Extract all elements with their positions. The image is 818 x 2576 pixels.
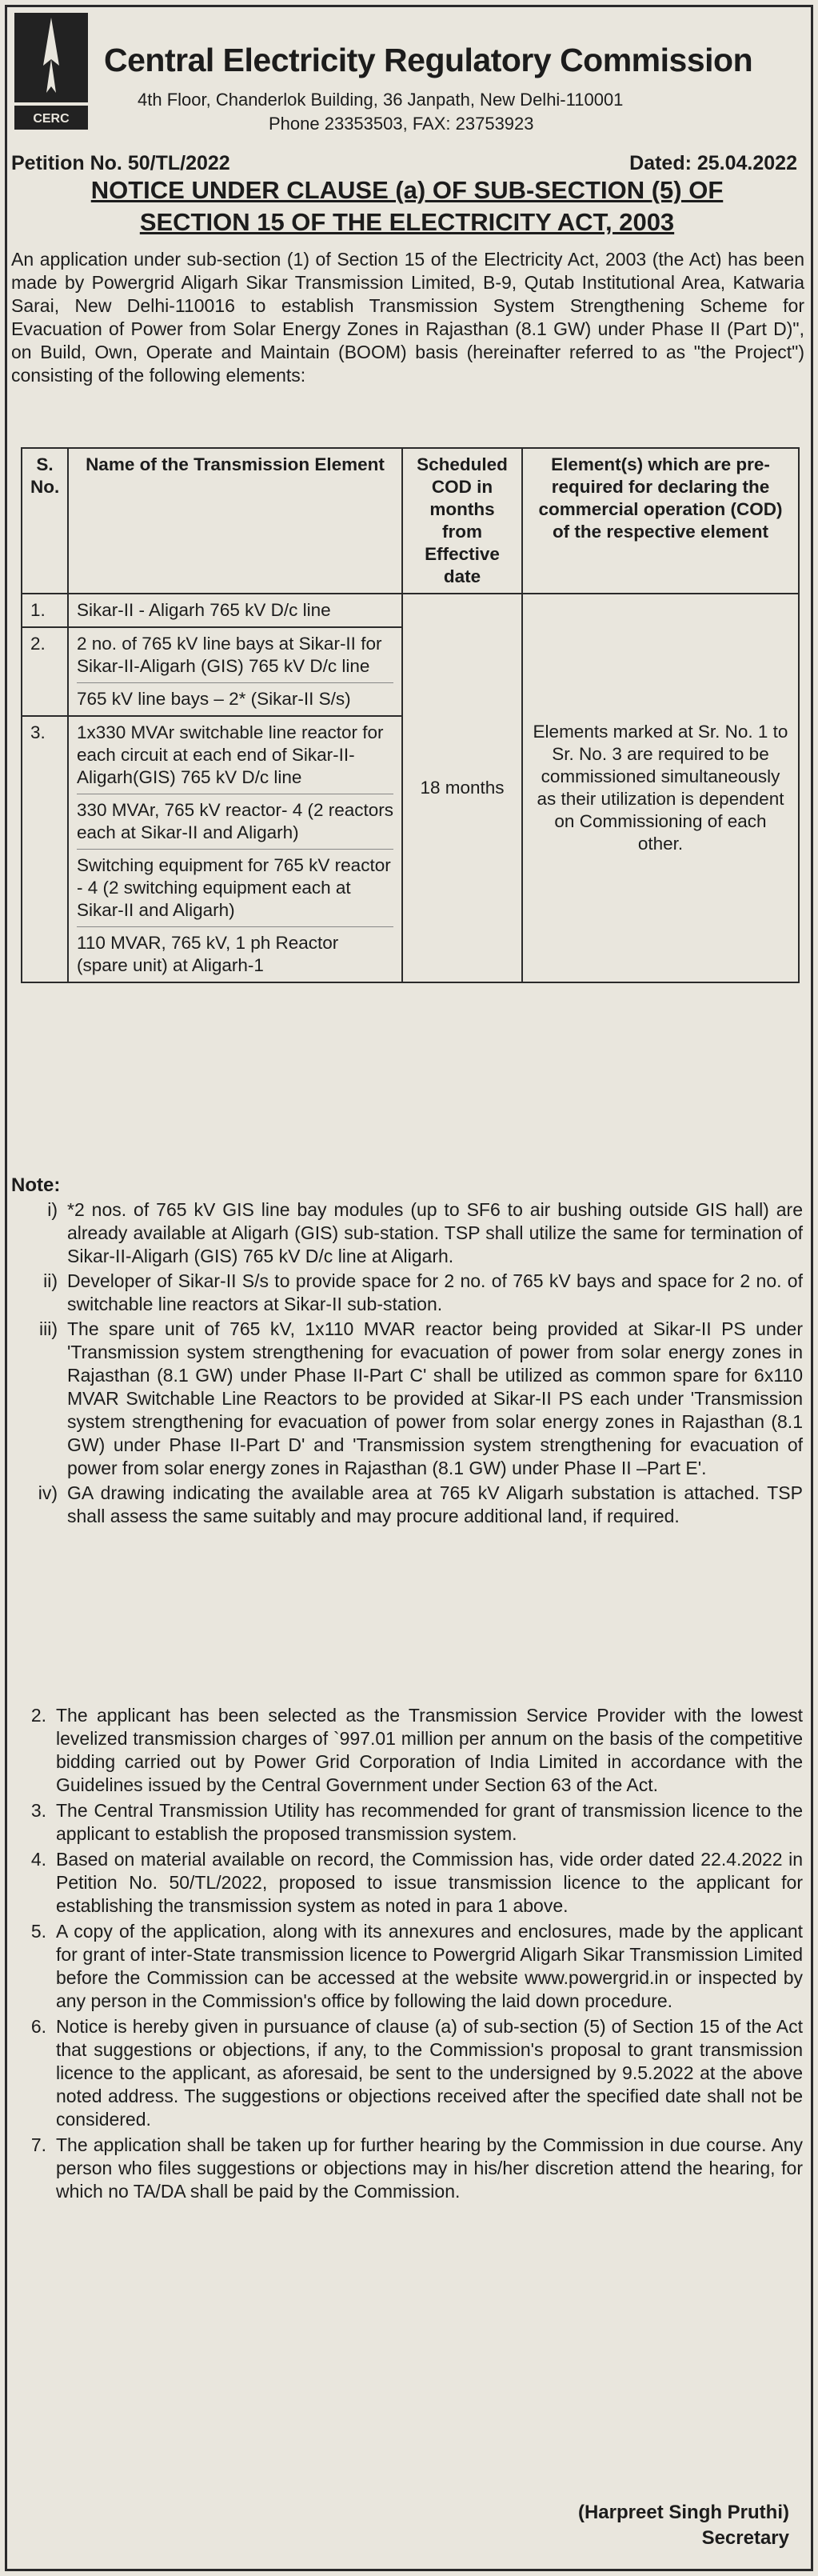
row-element [68, 627, 402, 716]
table-row [22, 594, 799, 627]
row-element [68, 716, 402, 982]
org-name: Central Electricity Regulatory Commission [104, 42, 753, 78]
paragraph-number: 4. [30, 1849, 46, 1870]
header-scheduled-cod: Scheduled COD in months from Effective date [402, 448, 522, 594]
paragraph-number: 7. [30, 2134, 46, 2155]
petition-number: Petition No. 50/TL/2022 [11, 152, 230, 174]
list-item [11, 2015, 803, 2131]
note-number: ii) [43, 1270, 58, 1291]
cerc-logo-icon [11, 10, 91, 138]
note-item [11, 1318, 803, 1480]
prerequisite-cell: Elements marked at Sr. No. 1 to Sr. No. 3 are required to be commissioned simultaneously as their utilization is dependent on Commissioning of each other. [522, 594, 799, 982]
paragraph-text: The application shall be taken up for further hearing by the Commission in due course. Any person who files suggestions or objections may in his/her discretion attend the hearing, for which no TA/DA shall be paid by the Commission. [56, 2134, 803, 2202]
header-sno: S. No. [22, 448, 68, 594]
note-list [11, 1198, 803, 1530]
note-text: The spare unit of 765 kV, 1x110 MVAR reactor being provided at Sikar-II PS under 'Transmission system strengthening for evacuation of power from solar energy zones in Rajasthan (8.1 GW) under Phase II-Part C' shall be utilized as common spare for 6x110 MVAR Switchable Line Reactors to be provided at Sikar-II PS each under 'Transmission system strengthening for evacuation of power from solar energy zones in Rajasthan (8.1 GW) under Phase II-Part D' and 'Transmission system strengthening for evacuation of power from solar energy zones in Rajasthan (8.1 GW) under Phase II –Part E'. [67, 1318, 803, 1478]
element-item: 330 MVAr, 765 kV reactor- 4 (2 reactors each at Sikar-II and Aligarh) [77, 794, 393, 844]
intro-paragraph: An application under sub-section (1) of Section 15 of the Electricity Act, 2003 (the Act) has been made by Powergrid Aligarh Sikar Transmission Limited, B-9, Qutab Institutional Area, Katwaria Sarai, New Delhi-110016 to establish Transmission System Strengthening Scheme for Evacuation of Power from Solar Energy Zones in Rajasthan (8.1 GW) under Phase II (Part D)", on Build, Own, Operate and Maintain (BOOM) basis (hereinafter referred to as "the Project") consisting of the following elements: [11, 249, 804, 386]
paragraph-text: The Central Transmission Utility has recommended for grant of transmission licence to the applicant to establish the proposed transmission system. [56, 1800, 803, 1844]
paragraph-text: Based on material available on record, the Commission has, vide order dated 22.4.2022 in Petition No. 50/TL/2022, proposed to issue transmission licence to the applicant for establishing the transmission system as noted in para 1 above. [56, 1849, 803, 1916]
note-item [11, 1482, 803, 1528]
note-text: *2 nos. of 765 kV GIS line bay modules (up to SF6 to air bushing outside GIS hall) are already available at Aligarh (GIS) sub-station. TSP shall utilize the same for termination of Sikar-II-Aligarh (GIS) 765 kV D/c line at Aligarh. [67, 1199, 803, 1266]
element-item: 110 MVAR, 765 kV, 1 ph Reactor (spare unit) at Aligarh-1 [77, 926, 393, 977]
org-phone: Phone 23353503, FAX: 23753923 [269, 114, 534, 134]
list-item [11, 1920, 803, 2013]
note-item [11, 1270, 803, 1316]
list-item [11, 1848, 803, 1918]
paragraph-number: 6. [30, 2016, 46, 2037]
org-address: 4th Floor, Chanderlok Building, 36 Janpath, New Delhi-110001 [138, 90, 624, 110]
paragraph-number: 5. [30, 1921, 46, 1942]
list-item [11, 1799, 803, 1846]
logo-text: CERC [33, 112, 70, 126]
element-item: Switching equipment for 765 kV reactor - 4 (2 switching equipment each at Sikar-II and Aligarh) [77, 849, 393, 922]
notice-date: Dated: 25.04.2022 [629, 152, 797, 174]
element-item: 765 kV line bays – 2* (Sikar-II S/s) [77, 682, 393, 710]
element-item: Sikar-II - Aligarh 765 kV D/c line [77, 600, 331, 620]
headline-line-1: NOTICE UNDER CLAUSE (a) OF SUB-SECTION (5) OF [90, 176, 724, 204]
note-number: iv) [38, 1482, 58, 1503]
scheduled-cod-cell: 18 months [402, 594, 522, 982]
signatory-title: Secretary [701, 2527, 789, 2549]
row-element [68, 594, 402, 627]
header-prerequisite: Element(s) which are pre-required for declaring the commercial operation (COD) of the respective element [522, 448, 799, 594]
list-item [11, 2134, 803, 2203]
note-number: i) [47, 1199, 58, 1220]
note-title: Note: [11, 1174, 61, 1196]
paragraph-number: 3. [30, 1800, 46, 1821]
headline-line-2: SECTION 15 OF THE ELECTRICITY ACT, 2003 [139, 208, 675, 236]
row-sno: 2. [22, 627, 68, 716]
element-item: 1x330 MVAr switchable line reactor for each circuit at each end of Sikar-II-Aligarh(GIS) 765 kV D/c line [77, 722, 384, 787]
paragraph-text: Notice is hereby given in pursuance of clause (a) of sub-section (5) of Section 15 of the Act that suggestions or objections, if any, to the Commission's proposal to grant transmission licence to the applicant, as aforesaid, be sent to the undersigned by 9.5.2022 at the above noted address. The suggestions or objections received after the specified date shall not be considered. [56, 2016, 803, 2130]
note-number: iii) [39, 1318, 58, 1339]
signatory-name: (Harpreet Singh Pruthi) [577, 2502, 789, 2523]
paragraph-text: A copy of the application, along with its annexures and enclosures, made by the applicant for grant of inter-State transmission licence to Powergrid Aligarh Sikar Transmission Limited before the Commission can be accessed at the website www.powergrid.in or inspected by any person in the Commission's office by following the laid down procedure. [56, 1921, 803, 2011]
note-text: Developer of Sikar-II S/s to provide space for 2 no. of 765 kV bays and space for 2 no. of switchable line reactors at Sikar-II sub-station. [67, 1270, 803, 1314]
numbered-paragraphs [11, 1704, 803, 2206]
paragraph-text: The applicant has been selected as the Transmission Service Provider with the lowest levelized transmission charges of `997.01 million per annum on the basis of the competitive bidding carried out by Power Grid Corporation of India Limited in accordance with the Guidelines issued by the Central Government under Section 63 of the Act. [56, 1705, 803, 1795]
row-sno: 1. [22, 594, 68, 627]
note-item [11, 1198, 803, 1268]
list-item [11, 1704, 803, 1797]
header-element-name: Name of the Transmission Element [68, 448, 402, 594]
row-sno: 3. [22, 716, 68, 982]
note-text: GA drawing indicating the available area at 765 kV Aligarh substation is attached. TSP shall assess the same suitably and may procure additional land, if required. [67, 1482, 803, 1526]
element-item: 2 no. of 765 kV line bays at Sikar-II for Sikar-II-Aligarh (GIS) 765 kV D/c line [77, 634, 382, 676]
notice-headline [11, 174, 803, 238]
paragraph-number: 2. [30, 1705, 46, 1726]
transmission-elements-table [21, 447, 800, 983]
